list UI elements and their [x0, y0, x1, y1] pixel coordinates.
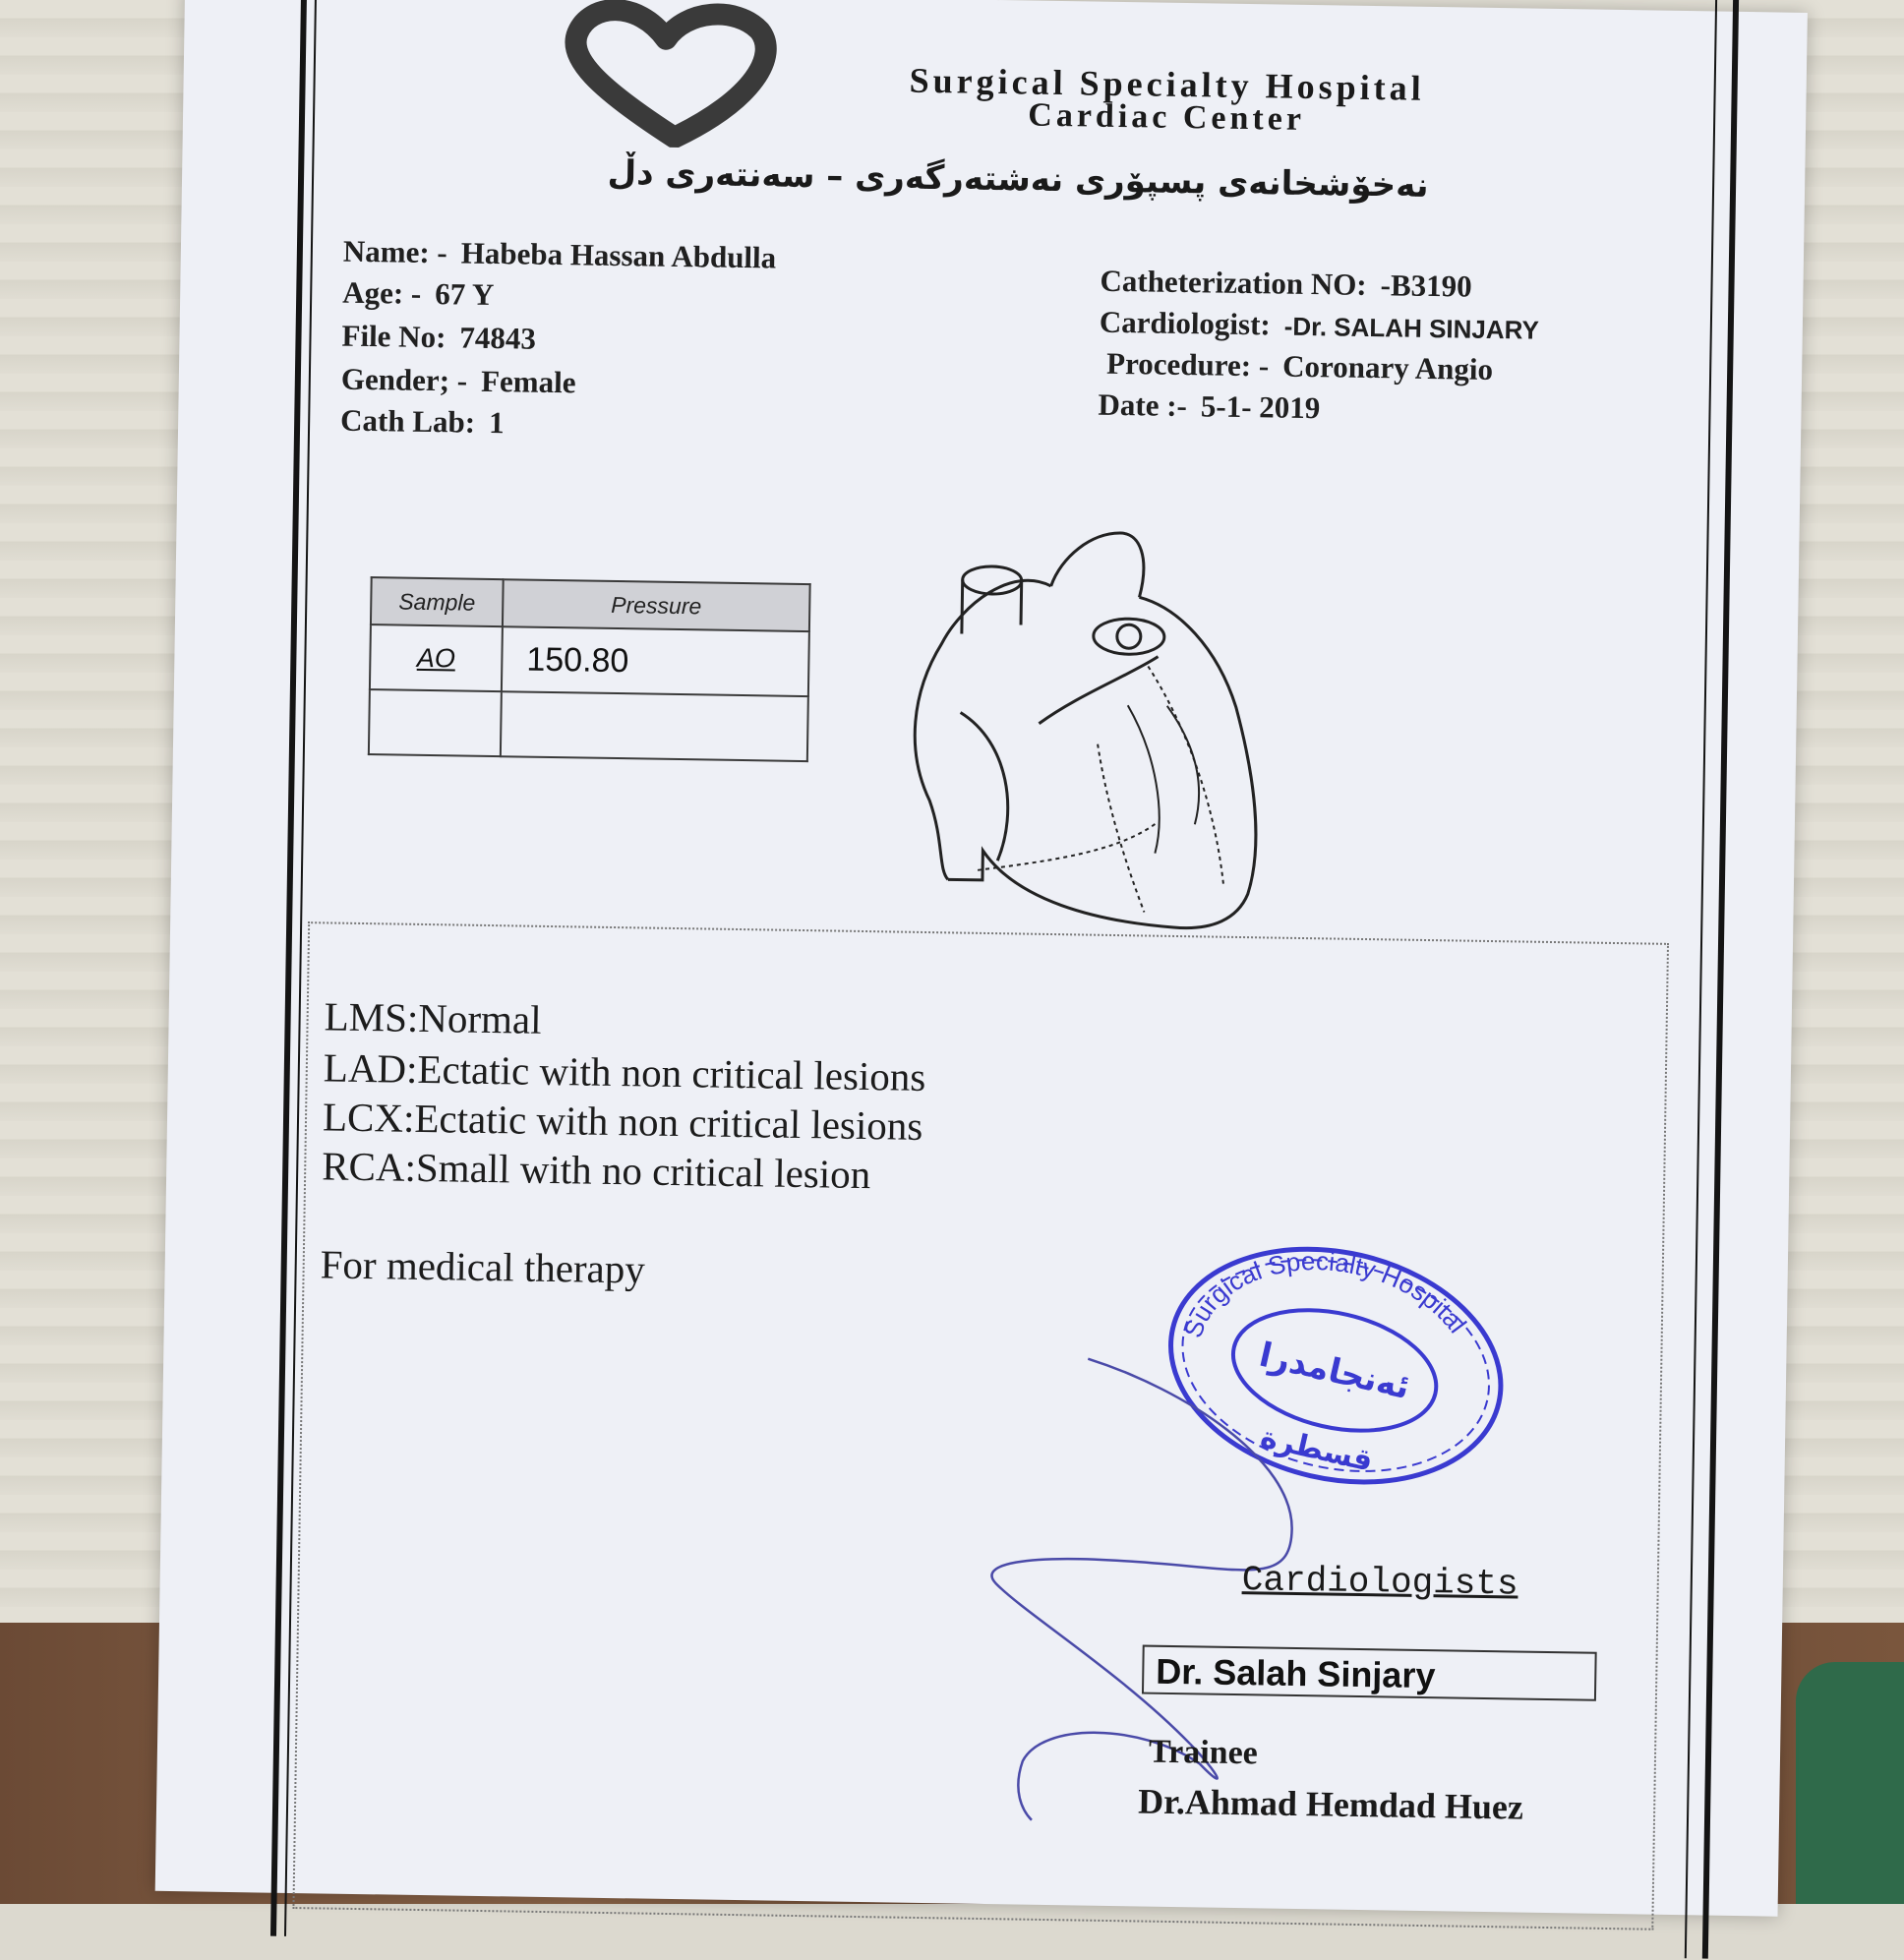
cath-lab-label: Cath Lab: — [339, 402, 476, 440]
cardiologist-signature-box: Dr. Salah Sinjary — [1142, 1645, 1597, 1701]
trainee-label: Trainee — [1148, 1733, 1259, 1772]
procedure-row — [1106, 346, 1493, 387]
cardiologist-name: -Dr. SALAH SINJARY — [1283, 311, 1540, 345]
patient-age-row — [342, 275, 495, 313]
recommendation: For medical therapy — [320, 1241, 646, 1292]
stamp-bottom-text: قسطرة — [1257, 1419, 1377, 1479]
table-cell-pressure — [501, 691, 808, 761]
procedure-label: Procedure: - — [1105, 345, 1270, 384]
table-header-pressure: Pressure — [503, 579, 810, 631]
file-no-row — [341, 319, 536, 357]
hospital-name: Surgical Specialty Hospital — [909, 60, 1425, 108]
gender: Female — [480, 363, 576, 400]
file-no-label: File No: — [341, 318, 446, 355]
pressure-table — [368, 576, 811, 762]
patient-name: Habeba Hassan Abdulla — [460, 235, 777, 275]
patient-age-label: Age: - — [341, 274, 422, 311]
gender-label: Gender; - — [340, 361, 468, 398]
finding-rca: RCA:Small with no critical lesion — [321, 1143, 871, 1198]
cath-no-row — [1100, 264, 1472, 305]
procedure-name: Coronary Angio — [1281, 348, 1494, 386]
stamp-text: Surgical Specialty Hospital — [1177, 1245, 1473, 1342]
cath-no: -B3190 — [1380, 267, 1472, 304]
date-label: Date :- — [1098, 386, 1188, 424]
table-cell-sample — [369, 689, 502, 756]
finding-lad: LAD:Ectatic with non critical lesions — [323, 1044, 926, 1100]
patient-name-row — [343, 234, 777, 276]
report-paper — [155, 0, 1808, 1917]
gender-row — [341, 362, 576, 401]
heart-diagram-icon — [898, 525, 1298, 944]
table-cell-pressure: 150.80 — [502, 626, 809, 696]
green-object — [1796, 1662, 1904, 1904]
hospital-name-kurdish: نەخۆشخانەی پسپۆری نەشتەرگەری – سەنتەری دڵ — [607, 152, 1429, 206]
cath-no-label: Catheterization NO: — [1100, 263, 1367, 302]
cath-lab-row — [340, 403, 505, 442]
table-header-sample: Sample — [371, 577, 504, 626]
procedure-date: 5-1- 2019 — [1200, 388, 1321, 426]
date-row — [1098, 387, 1320, 427]
patient-age: 67 Y — [435, 276, 495, 313]
table-cell-sample: AO — [370, 624, 503, 691]
table-row — [369, 689, 808, 761]
patient-name-label: Name: - — [342, 233, 448, 270]
table-row — [370, 624, 809, 696]
cardiologist-row — [1100, 305, 1540, 347]
stamp-inner-text: ئەنجامدرا — [1255, 1335, 1414, 1408]
file-no: 74843 — [459, 320, 537, 356]
trainee-name: Dr.Ahmad Hemdad Huez — [1137, 1781, 1524, 1827]
cardiologist-label: Cardiologist: — [1099, 304, 1272, 342]
finding-lms: LMS:Normal — [324, 993, 542, 1042]
table-header-row — [371, 577, 810, 631]
hospital-department: Cardiac Center — [1028, 96, 1306, 138]
cath-lab: 1 — [488, 404, 505, 441]
cardiologists-title: Cardiologists — [1241, 1560, 1518, 1605]
finding-lcx: LCX:Ectatic with non critical lesions — [322, 1094, 923, 1149]
